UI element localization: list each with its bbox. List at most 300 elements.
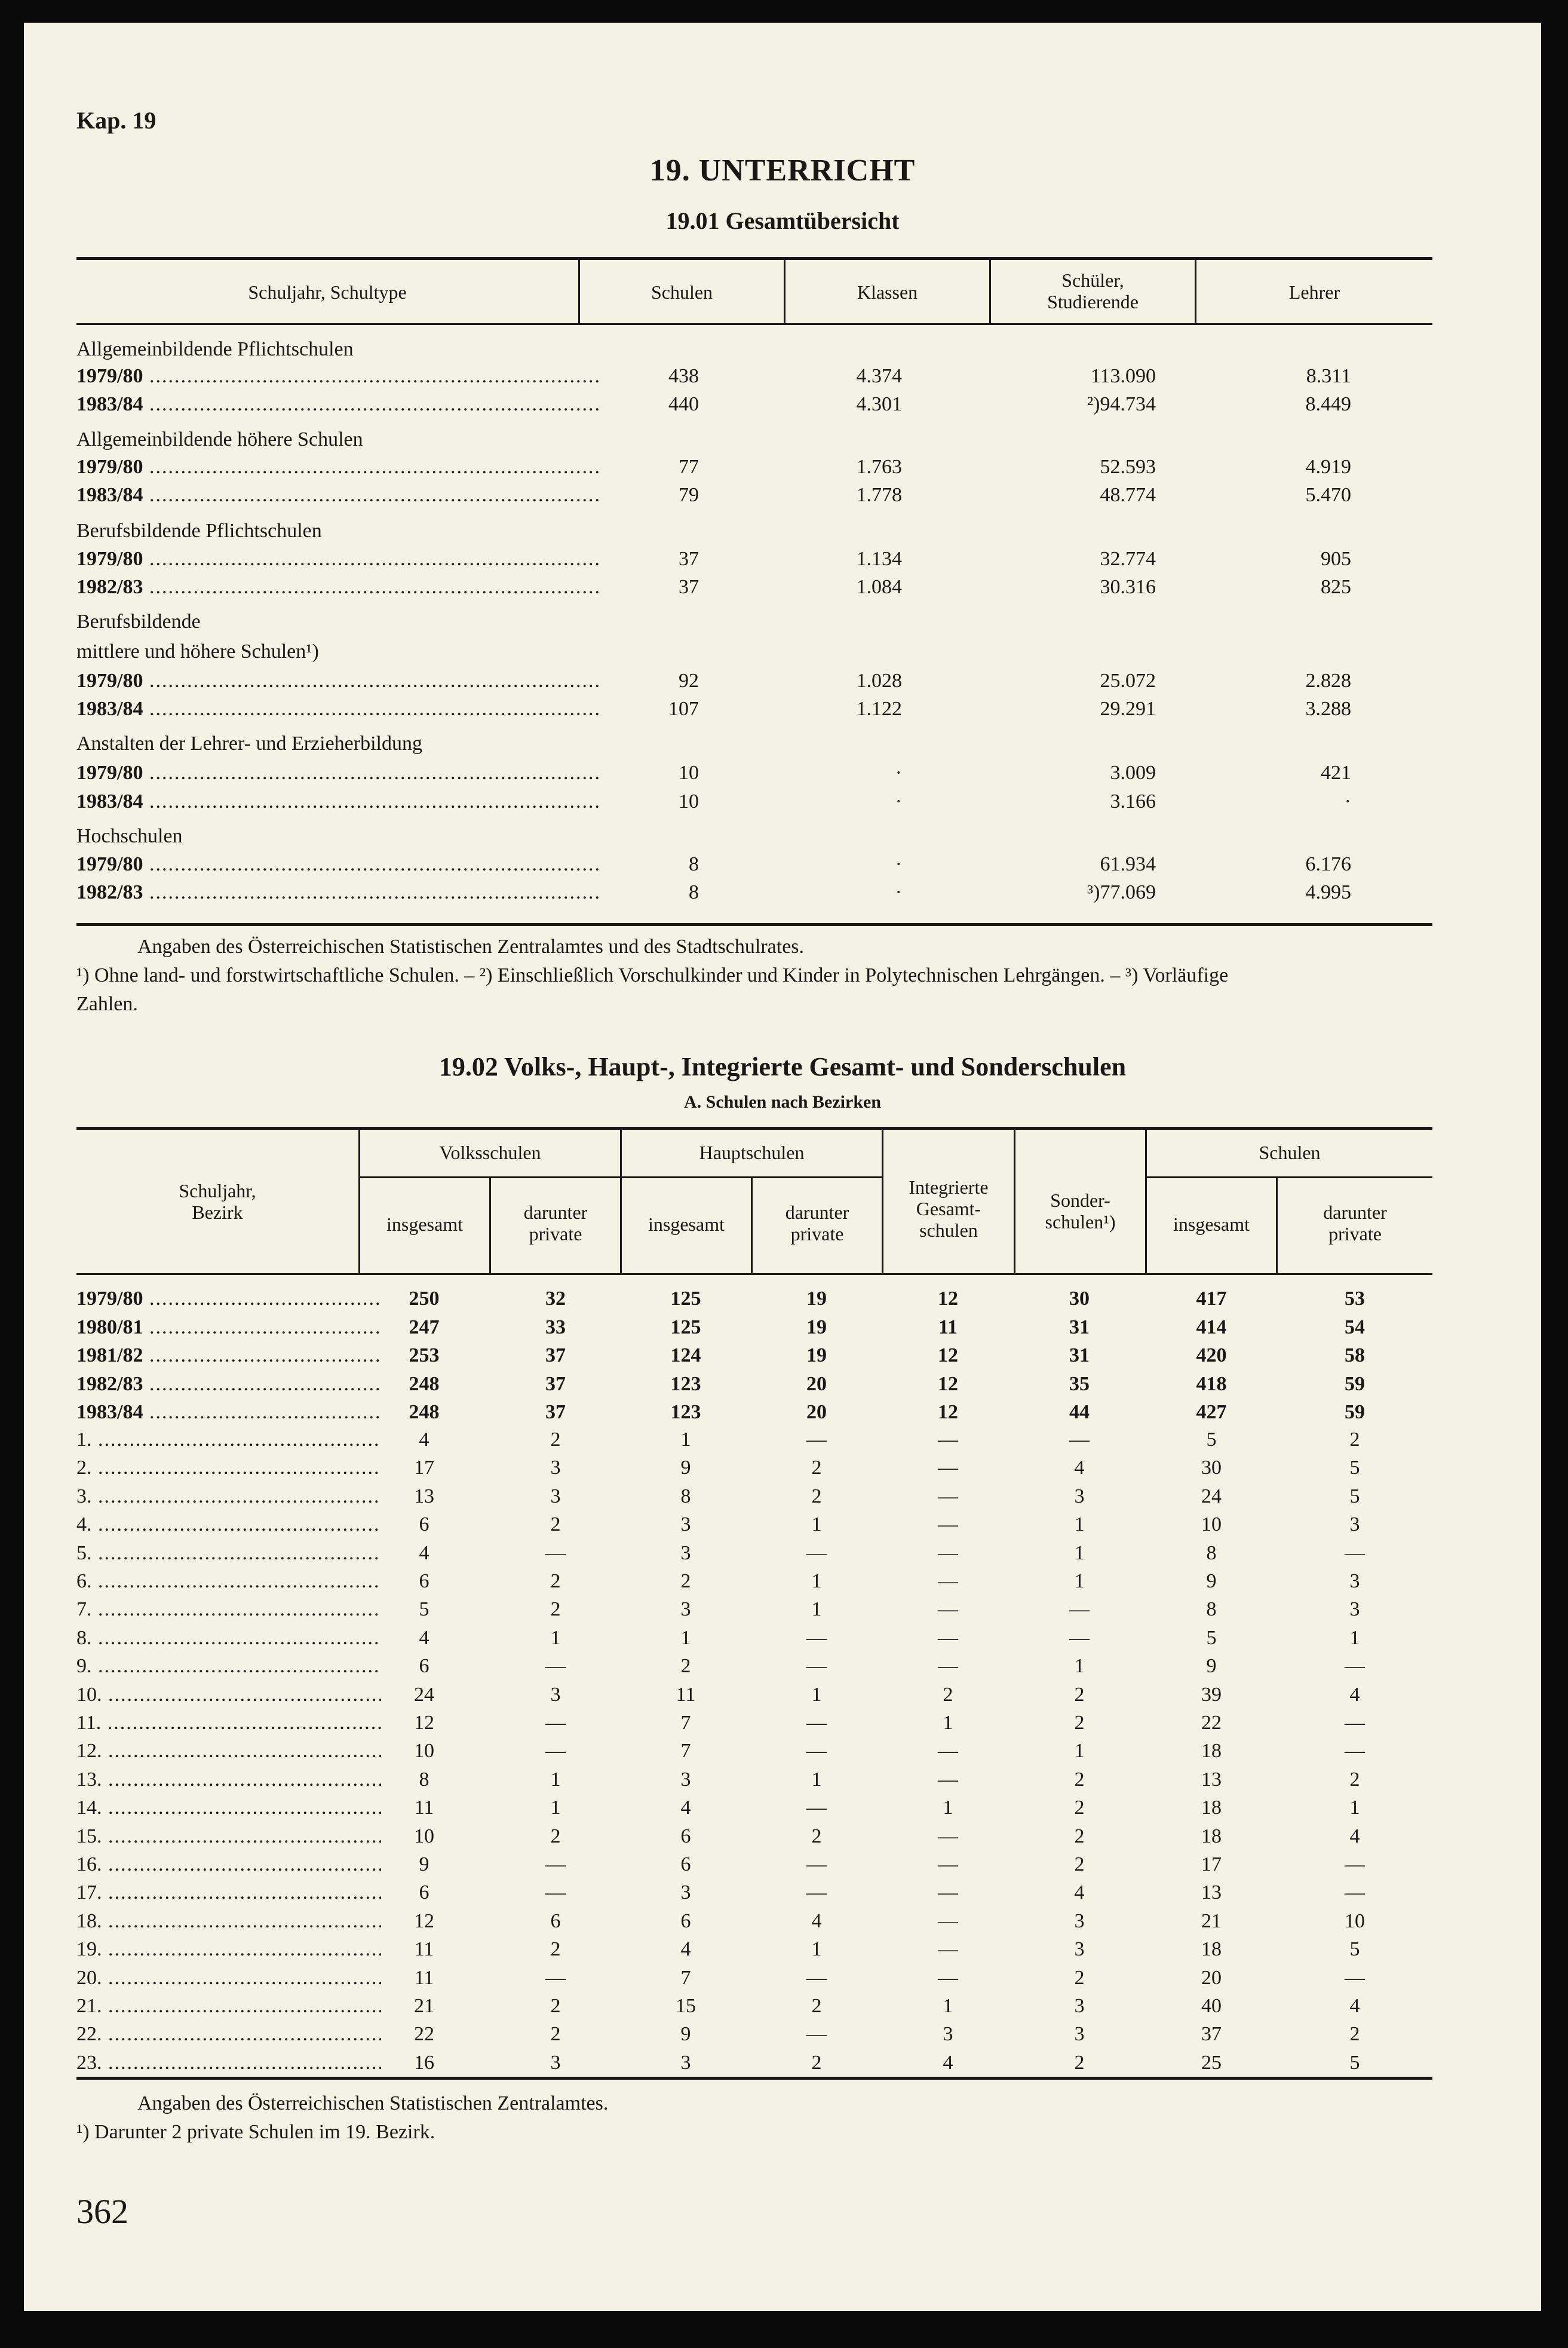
table-cell: 18	[1201, 1740, 1222, 1762]
header-bezirk: Bezirk	[192, 1201, 243, 1223]
table-cell: 44	[1069, 1401, 1090, 1423]
table-cell: 19	[806, 1316, 827, 1338]
table-cell: 2	[550, 1570, 561, 1592]
table-cell: 3	[550, 1683, 561, 1706]
row-label: 12. .....	[76, 1740, 381, 1762]
cell-schueler: 48.774	[1100, 484, 1156, 506]
cell-klassen: ·	[895, 853, 902, 875]
table-cell: —	[1069, 1598, 1090, 1621]
cell-schulen: 438	[668, 365, 699, 387]
table-cell: 37	[1201, 2023, 1222, 2046]
table-cell: —	[938, 1429, 958, 1451]
table-cell: 10	[414, 1740, 434, 1762]
table-cell: 4	[419, 1429, 429, 1451]
table-cell: 253	[409, 1344, 440, 1366]
table-cell: 6	[680, 1909, 691, 1932]
subheader-rule	[358, 1176, 882, 1178]
table-cell: 418	[1196, 1372, 1227, 1395]
table-cell: 1	[943, 1712, 953, 1734]
table-cell: 1	[1074, 1570, 1085, 1592]
table-cell: 124	[670, 1344, 701, 1366]
cell-schueler: 61.934	[1100, 853, 1156, 875]
table-cell: 8	[419, 1768, 429, 1791]
table-cell: 35	[1069, 1372, 1090, 1395]
table-cell: 12	[938, 1288, 958, 1310]
table-cell: —	[1345, 1655, 1365, 1678]
table-cell: 54	[1345, 1316, 1365, 1338]
row-label: 1979/80 .....	[76, 1288, 381, 1310]
table-cell: —	[938, 1768, 958, 1791]
table-cell: 31	[1069, 1344, 1090, 1366]
table-cell: —	[938, 1598, 958, 1621]
table-cell: 3	[680, 2051, 691, 2074]
row-label: 23. .....	[76, 2052, 381, 2074]
table-cell: 18	[1201, 1938, 1222, 1961]
table-cell: 30	[1201, 1457, 1222, 1479]
table-cell: 4	[1349, 1825, 1360, 1847]
cell-lehrer: 421	[1321, 762, 1351, 784]
table-cell: 20	[806, 1372, 827, 1395]
cell-schueler: 113.090	[1090, 365, 1156, 387]
row-label: 2. .....	[76, 1457, 381, 1479]
table-cell: —	[545, 1712, 566, 1734]
cell-lehrer: 4.919	[1305, 456, 1351, 478]
cell-schueler: ²)94.734	[1087, 393, 1156, 415]
table-cell: 53	[1345, 1288, 1365, 1310]
table-cell: 3	[1349, 1570, 1360, 1592]
table-cell: 2	[1349, 1429, 1360, 1451]
table-cell: —	[938, 1881, 958, 1904]
table-cell: 3	[943, 2023, 953, 2046]
header-studierende: Studierende	[1047, 291, 1139, 312]
table-cell: 125	[670, 1288, 701, 1310]
table-cell: —	[806, 1655, 827, 1678]
table-1-source: Angaben des Österreichischen Statistischen Zentralamtes und des Stadtschulrates.	[137, 936, 805, 958]
row-year: 1979/80 .....	[76, 548, 599, 571]
cell-klassen: ·	[895, 881, 902, 903]
row-year: 1979/80 .....	[76, 762, 599, 784]
table-cell: 4	[419, 1541, 429, 1564]
table-cell: 427	[1196, 1401, 1227, 1423]
header-private: private	[1328, 1223, 1382, 1244]
group-label: Hochschulen	[76, 825, 183, 847]
table-cell: 5	[1349, 1457, 1360, 1479]
header-sonder: Sonder-	[1050, 1190, 1110, 1211]
table-cell: 10	[1201, 1513, 1222, 1536]
cell-lehrer: 5.470	[1305, 484, 1351, 506]
table-cell: —	[806, 1740, 827, 1762]
row-year: 1983/84 .....	[76, 484, 599, 507]
table-cell: 13	[1201, 1768, 1222, 1791]
group-label: Berufsbildende Pflichtschulen	[76, 520, 322, 542]
table-cell: 248	[409, 1372, 440, 1395]
top-rule	[76, 257, 1432, 260]
table-cell: 19	[806, 1344, 827, 1366]
header-rule	[76, 323, 1432, 325]
header-hauptschulen: Hauptschulen	[699, 1142, 805, 1163]
table-1-title: 19.01 Gesamtübersicht	[665, 207, 900, 234]
table-cell: 1	[1349, 1797, 1360, 1819]
table-cell: 31	[1069, 1316, 1090, 1338]
table-cell: 24	[1201, 1485, 1222, 1507]
table-cell: 2	[1349, 2023, 1360, 2046]
row-label: 15. .....	[76, 1825, 381, 1848]
table-cell: 37	[545, 1344, 566, 1366]
group-label-line2: mittlere und höhere Schulen¹)	[76, 640, 319, 663]
table-cell: 33	[545, 1316, 566, 1338]
cell-schueler: 30.316	[1100, 576, 1156, 598]
table-cell: 2	[1074, 1683, 1085, 1706]
table-cell: 2	[550, 2023, 561, 2046]
header-schueler: Schüler,	[1061, 269, 1124, 291]
row-label: 1982/83 .....	[76, 1373, 381, 1396]
table-cell: 19	[806, 1288, 827, 1310]
row-year: 1979/80 .....	[76, 456, 599, 479]
table-cell: 1	[943, 1797, 953, 1819]
table-cell: 18	[1201, 1825, 1222, 1847]
header-darunter: darunter	[523, 1201, 588, 1223]
table-cell: 11	[414, 1797, 434, 1819]
row-year: 1979/80 .....	[76, 365, 599, 388]
table-cell: 4	[1349, 1683, 1360, 1706]
cell-lehrer: 8.449	[1305, 393, 1351, 415]
cell-lehrer: 4.995	[1305, 881, 1351, 903]
header-rule	[76, 1273, 1432, 1275]
table-2-subtitle: A. Schulen nach Bezirken	[683, 1092, 882, 1112]
table-cell: 2	[680, 1570, 691, 1592]
table-cell: —	[545, 1881, 566, 1904]
table-cell: 2	[1074, 1966, 1085, 1989]
header-gesamtschulen: schulen	[919, 1219, 978, 1241]
cell-schulen: 10	[679, 762, 699, 784]
table-cell: 5	[1349, 2051, 1360, 2074]
table-2-title: 19.02 Volks-, Haupt-, Integrierte Gesamt- und Sonderschulen	[438, 1052, 1127, 1081]
cell-schulen: 77	[679, 456, 699, 478]
cell-schulen: 37	[679, 576, 699, 598]
table-cell: 18	[1201, 1797, 1222, 1819]
table-cell: 2	[811, 1825, 822, 1847]
cell-klassen: 1.028	[856, 670, 902, 692]
table-cell: 9	[1206, 1570, 1217, 1592]
table-cell: —	[806, 1429, 827, 1451]
header-klassen: Klassen	[857, 281, 918, 303]
table-2-source: Angaben des Österreichischen Statistischen Zentralamtes.	[137, 2092, 609, 2114]
cell-klassen: 1.122	[856, 698, 902, 720]
cell-klassen: 1.763	[856, 456, 902, 478]
table-cell: 13	[414, 1485, 434, 1507]
cell-schulen: 107	[668, 698, 699, 720]
table-cell: 420	[1196, 1344, 1227, 1366]
table-cell: 16	[414, 2051, 434, 2074]
table-cell: 17	[1201, 1853, 1222, 1875]
table-cell: —	[545, 1966, 566, 1989]
row-year: 1983/84 .....	[76, 698, 599, 721]
table-cell: 2	[1074, 1797, 1085, 1819]
header-private: private	[529, 1223, 582, 1244]
cell-klassen: 1.134	[856, 548, 902, 570]
table-cell: 1	[1074, 1513, 1085, 1536]
table-cell: 17	[414, 1457, 434, 1479]
table-cell: 1	[943, 1995, 953, 2017]
table-cell: 40	[1201, 1995, 1222, 2017]
table-cell: 25	[1201, 2051, 1222, 2074]
table-cell: 1	[811, 1938, 822, 1961]
cell-schulen: 92	[679, 670, 699, 692]
cell-schueler: 52.593	[1100, 456, 1156, 478]
table-cell: 10	[1345, 1909, 1365, 1932]
table-cell: —	[1345, 1541, 1365, 1564]
table-1-footnote-cont: Zahlen.	[76, 993, 138, 1015]
table-cell: 123	[670, 1372, 701, 1395]
group-label: Allgemeinbildende höhere Schulen	[76, 428, 363, 450]
table-cell: —	[938, 1626, 958, 1649]
row-label: 18. .....	[76, 1910, 381, 1933]
row-label: 13. .....	[76, 1768, 381, 1791]
table-cell: —	[545, 1541, 566, 1564]
cell-klassen: 4.374	[856, 365, 902, 387]
table-cell: —	[938, 1513, 958, 1536]
table-cell: 2	[811, 2051, 822, 2074]
page-number: 362	[76, 2192, 128, 2231]
table-cell: 3	[1074, 1485, 1085, 1507]
table-cell: 22	[414, 2023, 434, 2046]
table-cell: 8	[1206, 1598, 1217, 1621]
row-label: 5. .....	[76, 1542, 381, 1565]
table-cell: 10	[414, 1825, 434, 1847]
table-cell: 4	[680, 1938, 691, 1961]
table-cell: 417	[1196, 1288, 1227, 1310]
table-cell: 59	[1345, 1401, 1365, 1423]
table-cell: 1	[1074, 1541, 1085, 1564]
table-cell: 3	[1349, 1598, 1360, 1621]
header-insgesamt: insgesamt	[386, 1213, 463, 1235]
table-cell: 3	[680, 1541, 691, 1564]
table-cell: 3	[680, 1513, 691, 1536]
group-label: Berufsbildende	[76, 611, 201, 633]
table-cell: 39	[1201, 1683, 1222, 1706]
table-cell: 1	[550, 1797, 561, 1819]
table-cell: 2	[1349, 1768, 1360, 1791]
table-cell: 1	[680, 1626, 691, 1649]
table-cell: 1	[811, 1598, 822, 1621]
table-cell: 24	[414, 1683, 434, 1706]
table-cell: 3	[550, 1457, 561, 1479]
table-cell: —	[1345, 1881, 1365, 1904]
table-cell: 21	[414, 1995, 434, 2017]
table-cell: 3	[1074, 1995, 1085, 2017]
bottom-rule	[76, 2077, 1432, 2080]
row-label: 6. .....	[76, 1570, 381, 1593]
row-label: 20. .....	[76, 1967, 381, 1990]
group-label: Anstalten der Lehrer- und Erzieherbildung	[76, 732, 422, 755]
table-cell: 1	[1349, 1626, 1360, 1649]
table-cell: —	[938, 1909, 958, 1932]
cell-lehrer: 3.288	[1305, 698, 1351, 720]
table-cell: 1	[811, 1768, 822, 1791]
header-lehrer: Lehrer	[1288, 281, 1340, 303]
table-cell: 6	[550, 1909, 561, 1932]
table-cell: 6	[419, 1881, 429, 1904]
table-cell: —	[806, 1966, 827, 1989]
table-cell: —	[806, 1712, 827, 1734]
table-cell: 3	[680, 1881, 691, 1904]
row-label: 22. .....	[76, 2023, 381, 2046]
table-cell: 1	[550, 1768, 561, 1791]
table-cell: 4	[1074, 1457, 1085, 1479]
table-cell: 12	[938, 1401, 958, 1423]
table-cell: 125	[670, 1316, 701, 1338]
table-cell: 414	[1196, 1316, 1227, 1338]
table-cell: 2	[550, 1995, 561, 2017]
row-label: 1983/84 .....	[76, 1401, 381, 1424]
table-cell: 20	[1201, 1966, 1222, 1989]
table-2-footnote: ¹) Darunter 2 private Schulen im 19. Bezirk.	[76, 2121, 435, 2143]
row-label: 4. .....	[76, 1513, 381, 1536]
header-volksschulen: Volksschulen	[439, 1142, 541, 1163]
table-cell: 1	[811, 1513, 822, 1536]
document-page	[24, 23, 1541, 2311]
cell-schulen: 440	[668, 393, 699, 415]
table-cell: 13	[1201, 1881, 1222, 1904]
table-cell: 2	[550, 1598, 561, 1621]
table-cell: 250	[409, 1288, 440, 1310]
table-cell: 3	[1074, 2023, 1085, 2046]
cell-schueler: 3.166	[1110, 790, 1156, 813]
table-cell: —	[1069, 1626, 1090, 1649]
table-cell: 11	[414, 1966, 434, 1989]
header-darunter: darunter	[1323, 1201, 1387, 1223]
table-cell: 1	[680, 1429, 691, 1451]
table-cell: 7	[680, 1966, 691, 1989]
table-cell: —	[806, 1853, 827, 1875]
row-year: 1979/80 .....	[76, 670, 599, 692]
cell-schulen: 10	[679, 790, 699, 813]
table-cell: —	[938, 1655, 958, 1678]
table-cell: —	[806, 1626, 827, 1649]
table-cell: —	[806, 2023, 827, 2046]
table-cell: —	[545, 1740, 566, 1762]
table-cell: 12	[938, 1372, 958, 1395]
header-integrierte: Integrierte	[909, 1176, 989, 1198]
group-label: Allgemeinbildende Pflichtschulen	[76, 338, 354, 360]
cell-schueler: 29.291	[1100, 698, 1156, 720]
table-cell: 123	[670, 1401, 701, 1423]
page-title: 19. UNTERRICHT	[649, 154, 916, 188]
row-year: 1983/84 .....	[76, 790, 599, 813]
table-cell: 2	[550, 1938, 561, 1961]
table-cell: 22	[1201, 1712, 1222, 1734]
bottom-rule	[76, 923, 1432, 926]
table-cell: 37	[545, 1401, 566, 1423]
row-label: 1. .....	[76, 1429, 381, 1451]
table-cell: 4	[943, 2051, 953, 2074]
table-cell: 6	[680, 1825, 691, 1847]
table-cell: 248	[409, 1401, 440, 1423]
cell-schulen: 37	[679, 548, 699, 570]
table-cell: 1	[1074, 1740, 1085, 1762]
table-cell: 4	[811, 1909, 822, 1932]
cell-schueler: 25.072	[1100, 670, 1156, 692]
table-cell: 4	[680, 1797, 691, 1819]
table-cell: 2	[550, 1429, 561, 1451]
row-year: 1982/83 .....	[76, 576, 599, 599]
table-cell: 12	[414, 1909, 434, 1932]
row-label: 17. .....	[76, 1881, 381, 1904]
table-cell: 3	[550, 2051, 561, 2074]
cell-lehrer: 905	[1321, 548, 1351, 570]
table-cell: 5	[1349, 1938, 1360, 1961]
cell-schueler: ³)77.069	[1087, 881, 1156, 903]
table-cell: 8	[1206, 1541, 1217, 1564]
table-cell: 2	[1074, 2051, 1085, 2074]
table-cell: 12	[414, 1712, 434, 1734]
table-cell: 2	[811, 1457, 822, 1479]
table-cell: 12	[938, 1344, 958, 1366]
row-label: 1981/82 .....	[76, 1344, 381, 1367]
cell-lehrer: ·	[1344, 790, 1351, 813]
table-cell: 8	[680, 1485, 691, 1507]
table-cell: 37	[545, 1372, 566, 1395]
cell-lehrer: 6.176	[1305, 853, 1351, 875]
header-schuljahr: Schuljahr, Schultype	[248, 281, 407, 303]
cell-schueler: 3.009	[1110, 762, 1156, 784]
row-label: 9. .....	[76, 1655, 381, 1678]
row-label: 21. .....	[76, 1995, 381, 2018]
cell-klassen: ·	[895, 790, 902, 813]
table-cell: —	[1345, 1712, 1365, 1734]
table-cell: 30	[1069, 1288, 1090, 1310]
chapter-label: Kap. 19	[76, 107, 157, 134]
row-label: 3. .....	[76, 1485, 381, 1508]
table-1-footnote: ¹) Ohne land- und forstwirtschaftliche Schulen. – ²) Einschließlich Vorschulkinder und Kinder in Polytechnischen Lehrgängen. – ³) Vorläufige	[76, 964, 1229, 986]
row-year: 1982/83 .....	[76, 881, 599, 904]
table-cell: —	[938, 1966, 958, 1989]
table-cell: 3	[1349, 1513, 1360, 1536]
table-cell: —	[806, 1797, 827, 1819]
table-cell: 2	[943, 1683, 953, 1706]
table-cell: 2	[1074, 1712, 1085, 1734]
row-label: 11. .....	[76, 1712, 381, 1734]
table-cell: 9	[680, 2023, 691, 2046]
table-cell: 5	[1349, 1485, 1360, 1507]
table-cell: 6	[680, 1853, 691, 1875]
row-year: 1979/80 .....	[76, 853, 599, 876]
table-cell: —	[545, 1853, 566, 1875]
header-private: private	[790, 1223, 844, 1244]
row-label: 16. .....	[76, 1853, 381, 1876]
header-schulen: Schulen	[1259, 1142, 1321, 1163]
cell-klassen: ·	[895, 762, 902, 784]
table-cell: —	[1345, 1853, 1365, 1875]
table-cell: 58	[1345, 1344, 1365, 1366]
cell-schulen: 8	[689, 881, 699, 903]
table-cell: 1	[811, 1570, 822, 1592]
header-darunter: darunter	[785, 1201, 849, 1223]
table-cell: 2	[1074, 1768, 1085, 1791]
row-year: 1983/84 .....	[76, 393, 599, 416]
row-label: 8. .....	[76, 1627, 381, 1650]
table-cell: 2	[811, 1485, 822, 1507]
table-cell: 1	[1074, 1655, 1085, 1678]
row-label: 7. .....	[76, 1598, 381, 1621]
table-cell: 20	[806, 1401, 827, 1423]
header-gesamt: Gesamt-	[916, 1198, 981, 1219]
table-cell: 9	[419, 1853, 429, 1875]
table-cell: 3	[1074, 1938, 1085, 1961]
header-sonderschulen: schulen¹)	[1045, 1211, 1116, 1233]
table-cell: 6	[419, 1570, 429, 1592]
table-cell: 11	[414, 1938, 434, 1961]
